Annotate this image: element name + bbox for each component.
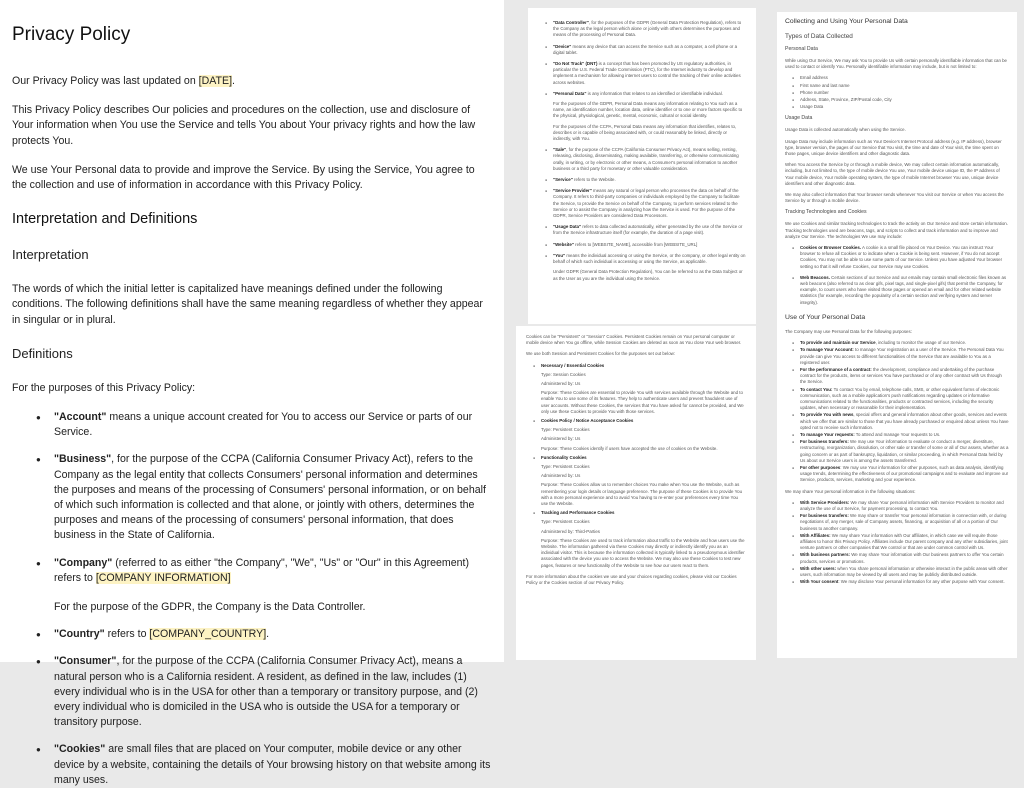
cookie-policy-acceptance: ● Cookies Policy / Notice Acceptance Cookies Type: Persistent Cookies Administered by: Us Purpose: These Cookies identify if users have accepted the use of cookies on the Website. xyxy=(536,418,746,452)
heading-interpretation: Interpretation xyxy=(12,247,89,263)
definition-you: ● "You" means the individual accessing or using the Service, or the company, or other legal entity on behalf of which such individual is accessing or using the Service, as applicable. Under GDPR (General Data Protection Regulation), You can be referred to as the Data Subject or as the User as you are the individual using the Service. xyxy=(548,253,746,282)
definition-device: ● "Device" means any device that can access the Service such as a computer, a cell phone or a digital tablet. xyxy=(548,44,746,56)
cookie-types-list xyxy=(536,363,746,569)
list-item: ● Phone number xyxy=(795,90,1009,96)
list-item: ● To contact You: To contact You by email, telephone calls, SMS, or other equivalent forms of electronic communication, such as a mobile application's push notifications regarding updates or informative communications related to the functionalities, products or contracted services, including the security updates, when necessary or reasonable for their implementation. xyxy=(795,387,1009,412)
usage-paragraph: We may also collect information that Your browser sends whenever You visit our Service or when You access the Service by or through a mobile device. xyxy=(785,192,1004,204)
list-item: ● To manage Your Account: to manage Your registration as a user of the Service. The Personal Data You provide can give You access to different functionalities of the Service that are available to You as a registered user. xyxy=(795,347,1009,366)
list-item: ● For other purposes: We may use Your information for other purposes, such as data analysis, identifying usage trends, determining the effectiveness of our promotional campaigns and to evaluate and improve our Service, products, services, marketing and your experience. xyxy=(795,465,1009,484)
definition-account: ● "Account" means a unique account created for You to access our Service or parts of our Service. xyxy=(40,410,492,440)
list-item: ● To provide and maintain our Service, including to monitor the usage of our Service. xyxy=(795,340,1009,346)
definition-usage-data: ● "Usage Data" refers to data collected automatically, either generated by the use of the Service or from the Service infrastructure itself (for example, the duration of a page visit). xyxy=(548,224,746,236)
definition-dnt: ● "Do Not Track" (DNT) is a concept that has been promoted by US regulatory authorities, in particular the U.S. Federal Trade Commission (FTC), for the Internet industry to develop and implement a mechanism for allowing internet users to control the tracking of their online activities across websites. xyxy=(548,61,746,86)
heading-use-personal-data: Use of Your Personal Data xyxy=(785,313,866,321)
document-page-definitions-cont xyxy=(528,8,756,324)
tracking-paragraph: We use Cookies and similar tracking technologies to track the activity on Our Service and store certain information. Tracking technologies used are beacons, tags, and scripts to collect and track information and to improve and analyze Our Service. The technologies We use may include: xyxy=(785,221,1008,239)
definition-data-controller: ● "Data Controller", for the purposes of the GDPR (General Data Protection Regulation), refers to the Company as the legal person which alone or jointly with others determines the purposes and means of the processing of Personal Data. xyxy=(548,20,746,39)
definition-website: ● "Website" refers to [WEBSITE_NAME], accessible from [WEBSITE_URL] xyxy=(548,242,746,248)
use-list xyxy=(795,340,1009,483)
personal-data-list xyxy=(795,75,1009,110)
list-item: ● Email address xyxy=(795,75,1009,81)
usage-paragraph: When You access the Service by or through a mobile device, We may collect certain information automatically, including, but not limited to, the type of mobile device You use, Your mobile device unique ID, the IP address of Your mobile device, Your mobile operating system, the type of mobile Internet browser You use, unique device identifiers and other diagnostic data. xyxy=(785,162,1000,186)
cookie-tracking: ● Tracking and Performance Cookies Type: Persistent Cookies Administered by: Third-Parties Purpose: These Cookies are used to track information about traffic to the Website and how users use the Website. The information gathered via these Cookies may directly or indirectly identify you as an individual visitor. This is because the information collected is typically linked to a pseudonymous identifier associated with the device you use to access the Website. We may also use these Cookies to test new pages, features or new functionality of the Website to see how our users react to them. xyxy=(536,510,746,569)
document-page-cookies xyxy=(516,326,756,660)
list-item: ● With business partners: We may share Your information with Our business partners to offer You certain products, services or promotions. xyxy=(795,552,1009,564)
intro-paragraph: This Privacy Policy describes Our policies and procedures on the collection, use and disclosure of Your information when You use the Service and tells You about Your privacy rights and how the law protects You. xyxy=(12,104,476,147)
page-title: Privacy Policy xyxy=(12,24,131,45)
list-item: ● Usage Data xyxy=(795,104,1009,110)
definitions-list-cont xyxy=(548,20,746,282)
list-item: ● For the performance of a contract: the development, compliance and undertaking of the purchase contract for the products, items or services You have purchased or of any other contract with Us through the Service. xyxy=(795,367,1009,386)
definition-company: ● "Company" (referred to as either "the Company", "We", "Us" or "Our" in this Agreement) refers to [COMPANY INFORMATION] For the purpose of the GDPR, the Company is the Data Controller. xyxy=(40,556,492,616)
list-item: ● First name and last name xyxy=(795,83,1009,89)
document-page-collecting xyxy=(777,12,1017,658)
personal-data-paragraph: While using Our Service, We may ask You to provide Us with certain personally identifiable information that can be used to contact or identify You. Personally identifiable information may include, but is not limited to: xyxy=(785,58,1008,70)
share-list xyxy=(795,500,1009,586)
definitions-list xyxy=(40,410,492,788)
list-item: ● With Your consent: We may disclose Your personal information for any other purpose with Your consent. xyxy=(795,579,1009,585)
interpretation-paragraph: The words of which the initial letter is capitalized have meanings defined under the following conditions. The following definitions shall have the same meaning regardless of whether they appear in singular or in plural. xyxy=(12,283,483,326)
heading-personal-data: Personal Data xyxy=(785,46,818,52)
definition-cookies: ● "Cookies" are small files that are placed on Your computer, mobile device or any other device by a website, containing the details of Your browsing history on that website among its many uses. xyxy=(40,742,492,788)
cookies-outro: For more information about the cookies we use and your choices regarding cookies, please visit our Cookies Policy or the Cookies section of our Privacy Policy. xyxy=(526,573,737,586)
definition-service: ● "Service" refers to the Website. xyxy=(548,177,746,183)
definition-consumer: ● "Consumer", for the purpose of the CCPA (California Consumer Privacy Act), means a natural person who is a California resident. A resident, as defined in the law, includes (1) every individual who is in the USA for other than a temporary or transitory purpose, and (2) every individual who is domiciled in the USA who is outside the USA for a temporary or transitory purpose. xyxy=(40,654,492,730)
share-intro: We may share Your personal information in the following situations: xyxy=(785,488,916,494)
list-item: ● Address, State, Province, ZIP/Postal code, City xyxy=(795,97,1009,103)
cookie-functionality: ● Functionality Cookies Type: Persistent Cookies Administered by: Us Purpose: These Cookies allow us to remember choices You make when You use the Website, such as remembering your login details or language preference. The purpose of these Cookies is to provide You with a more personal experience and to avoid You having to re-enter your preferences every time You use the Website. xyxy=(536,455,746,507)
heading-usage-data: Usage Data xyxy=(785,115,813,122)
definition-service-provider: ● "Service Provider" means any natural or legal person who processes the data on behalf of the Company. It refers to third-party companies or individuals employed by the Company to facilitate the Service, to provide the Service on behalf of the Company, to perform services related to the Service or to assist the Company in analyzing how the Service is used. For the purpose of the GDPR, Service Providers are considered Data Processors. xyxy=(548,188,746,219)
cookies-uses: We use both Session and Persistent Cookies for the purposes set out below: xyxy=(526,351,676,357)
list-item: ● Cookies or Browser Cookies. A cookie is a small file placed on Your Device. You can instruct Your browser to refuse all Cookies or to indicate when a Cookie is being sent. However, if You do not accept Cookies, You may not be able to use some parts of our Service. Unless you have adjusted Your browser setting so that it will refuse Cookies, our Service may use Cookies. xyxy=(795,245,1009,270)
definition-sale: ● "Sale", for the purpose of the CCPA (California Consumer Privacy Act), means selling, renting, releasing, disclosing, disseminating, making available, transferring, or otherwise communicating orally, in writing, or by electronic or other means, a Consumer's personal information to another business or a third party for monetary or other valuable consideration. xyxy=(548,147,746,172)
cookie-necessary: ● Necessary / Essential Cookies Type: Session Cookies Administered by: Us Purpose: These Cookies are essential to provide You with services available through the Website and to enable You to use some of its features. They help to authenticate users and prevent fraudulent use of user accounts. Without these Cookies, the services that You have asked for cannot be provided, and We only use these Cookies to provide You with those services. xyxy=(536,363,746,415)
heading-interpretation-definitions: Interpretation and Definitions xyxy=(12,211,198,228)
use-paragraph: We use Your Personal data to provide and improve the Service. By using the Service, You agree to the collection and use of information in accordance with this Privacy Policy. xyxy=(12,163,475,192)
list-item: ● To manage Your requests: To attend and manage Your requests to Us. xyxy=(795,432,1009,438)
use-intro: The Company may use Personal Data for the following purposes: xyxy=(785,328,912,334)
list-item: ● For business transfers: We may use Your information to evaluate or conduct a merger, divestiture, restructuring, reorganization, dissolution, or other sale or transfer of some or all of Our assets, whether as a going concern or as part of bankruptcy, liquidation, or similar proceeding, in which Personal Data held by Us about our Service users is among the assets transferred. xyxy=(795,439,1009,464)
list-item: ● With other users: when You share personal information or otherwise interact in the public areas with other users, such information may be viewed by all users and may be publicly distributed outside. xyxy=(795,566,1009,578)
usage-paragraph: Usage Data may include information such as Your Device's Internet Protocol address (e.g. IP address), browser type, browser version, the pages of our Service that You visit, the time and date of Your visit, the time spent on those pages, unique device identifiers and other diagnostic data. xyxy=(785,138,1002,157)
list-item: ● Web Beacons. Certain sections of our Service and our emails may contain small electronic files known as web beacons (also referred to as clear gifs, pixel tags, and single-pixel gifs) that permit the Company, for example, to count users who have visited those pages or opened an email and for other related website statistics (for example, recording the popularity of a certain section and verifying system and server integrity). xyxy=(795,275,1009,306)
tracking-list xyxy=(795,245,1009,306)
definition-country: ● "Country" refers to [COMPANY_COUNTRY]. xyxy=(40,627,492,642)
document-page-main xyxy=(0,0,504,786)
company-gdpr-note: For the purpose of the GDPR, the Company is the Data Controller. xyxy=(54,601,366,614)
definition-personal-data: ● "Personal Data" is any information that relates to an identified or identifiable individual. For the purposes of the GDPR, Personal Data means any information relating to You such as a name, an identification number, location data, online identifier or to one or more factors specific to the physical, physiological, genetic, mental, economic, cultural or social identity. For the purposes of the CCPA, Personal Data means any information that identifies, relates to, describes or is capable of being associated with, or could reasonably be linked, directly or indirectly, with You. xyxy=(548,91,746,142)
definitions-intro: For the purposes of this Privacy Policy: xyxy=(12,381,196,394)
list-item: ● For business transfers: We may share or transfer Your personal information in connection with, or during negotiations of, any merger, sale of Company assets, financing, or acquisition of all or a portion of Our business to another company. xyxy=(795,513,1009,532)
usage-paragraph: Usage Data is collected automatically when using the Service. xyxy=(785,127,906,133)
date-placeholder: [DATE] xyxy=(198,75,233,87)
definition-business: ● "Business", for the purpose of the CCPA (California Consumer Privacy Act), refers to the Company as the legal entity that collects Consumers' personal information and determines the purposes and means of the processing of Consumers' personal information, or on behalf of which such information is collected and that alone, or jointly with others, determines the purposes and means of the processing of consumers' personal information, that does business in the State of California. xyxy=(40,452,492,543)
heading-collecting: Collecting and Using Your Personal Data xyxy=(785,18,908,25)
heading-definitions: Definitions xyxy=(12,345,73,361)
country-placeholder: [COMPANY_COUNTRY] xyxy=(149,628,267,641)
last-updated: Our Privacy Policy was last updated on [DATE]. xyxy=(12,75,235,87)
heading-types-collected: Types of Data Collected xyxy=(785,33,853,40)
company-placeholder: [COMPANY INFORMATION] xyxy=(95,571,231,584)
cookies-intro: Cookies can be "Persistent" or "Session" Cookies. Persistent Cookies remain on Your personal computer or mobile device when You go offline, while Session Cookies are deleted as soon as You close Your web browser. xyxy=(526,334,742,346)
list-item: ● With Affiliates: We may share Your information with Our affiliates, in which case we will require those affiliates to honor this Privacy Policy. Affiliates include Our parent company and any other subsidiaries, joint venture partners or other companies that We control or that are under common control with Us. xyxy=(795,533,1009,552)
heading-tracking: Tracking Technologies and Cookies xyxy=(785,209,867,216)
list-item: ● With Service Providers: We may share Your personal information with Service Providers to monitor and analyze the use of our Service, for payment processing, to contact You. xyxy=(795,500,1009,512)
list-item: ● To provide You with news, special offers and general information about other goods, services and events which we offer that are similar to those that you have already purchased or enquired about unless You have opted not to receive such information. xyxy=(795,412,1009,431)
